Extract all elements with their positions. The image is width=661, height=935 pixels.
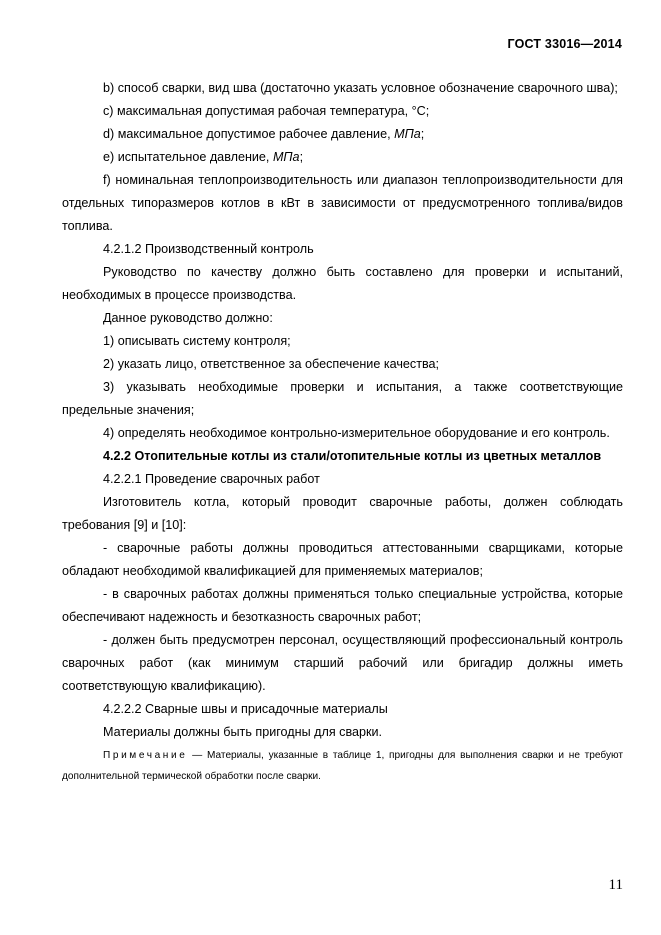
list-item-b: b) способ сварки, вид шва (достаточно указать условное обозначение сварочного шва); (103, 81, 618, 95)
bullet-item: - должен быть предусмотрен персонал, осуществляющий профессиональный контроль сварочных работ (как минимум старший рабочий или бригадир должны иметь соответствующую квалификацию). (62, 633, 623, 693)
list-item-c: c) максимальная допустимая рабочая температура, °С; (103, 104, 430, 118)
page-number: 11 (608, 877, 623, 893)
paragraph: Материалы должны быть пригодны для сварки. (103, 725, 383, 739)
paragraph: Данное руководство должно: (103, 311, 273, 325)
document-body (62, 77, 623, 787)
section-heading: 4.2.2 Отопительные котлы из стали/отопительные котлы из цветных металлов (103, 449, 602, 463)
list-item-e: e) испытательное давление, МПа; (103, 150, 304, 164)
bullet-item: - сварочные работы должны проводиться аттестованными сварщиками, которые обладают необходимой квалификацией для применяемых материалов; (62, 541, 623, 578)
paragraph: Изготовитель котла, который проводит сварочные работы, должен соблюдать требования [9] и [10]: (62, 495, 623, 532)
numbered-item-3: 3) указывать необходимые проверки и испытания, а также соответствующие предельные значения; (62, 380, 623, 417)
numbered-item-1: 1) описывать систему контроля; (103, 334, 291, 348)
list-item-d: d) максимальное допустимое рабочее давление, МПа; (103, 127, 425, 141)
numbered-item-4: 4) определять необходимое контрольно-измерительное оборудование и его контроль. (103, 426, 610, 440)
note-text: — Материалы, указанные в таблице 1, пригодны для выполнения сварки и не требуют дополнительной термической обработки после сварки. (62, 750, 623, 782)
subsection-heading: 4.2.1.2 Производственный контроль (103, 242, 314, 256)
note (62, 745, 623, 787)
subsection-heading: 4.2.2.2 Сварные швы и присадочные материалы (103, 702, 388, 716)
numbered-item-2: 2) указать лицо, ответственное за обеспечение качества; (103, 357, 440, 371)
document-code: ГОСТ 33016—2014 (507, 37, 622, 51)
paragraph: Руководство по качеству должно быть составлено для проверки и испытаний, необходимых в процессе производства. (62, 265, 623, 302)
subsection-heading: 4.2.2.1 Проведение сварочных работ (103, 472, 320, 486)
list-item-f: f) номинальная теплопроизводительность или диапазон теплопроизводительности для отдельных типоразмеров котлов в кВт в зависимости от предусмотренного топлива/видов топлива. (62, 173, 623, 233)
note-label: Примечание (103, 750, 188, 761)
bullet-item: - в сварочных работах должны применяться только специальные устройства, которые обеспечивают надежность и безотказность сварочных работ; (62, 587, 623, 624)
